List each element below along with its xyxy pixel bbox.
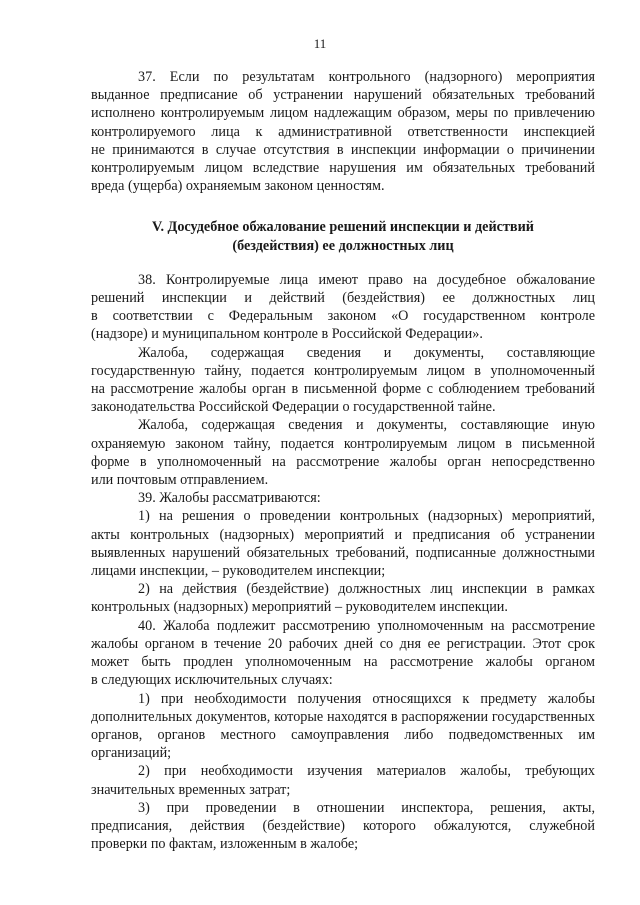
text-line: дополнительных документов, которые находятся в распоряжении государственных xyxy=(91,708,595,725)
text-line: законодательства Российской Федерации о государственной тайне. xyxy=(91,399,496,416)
text-line: государственную тайну, подается контролируемым лицом в уполномоченный xyxy=(91,362,595,379)
paragraph-40 xyxy=(91,617,595,690)
text-line: или почтовым отправлением. xyxy=(91,472,269,489)
text-line: Жалоба, содержащая сведения и документы, составляющие иную xyxy=(138,417,595,434)
text-line: в соответствии с Федеральным законом «О государственном контроле xyxy=(91,308,595,325)
text-line: (надзоре) и муниципальном контроле в Российской Федерации». xyxy=(91,326,483,343)
text-line: форме в уполномоченный на рассмотрение жалобы орган непосредственно xyxy=(91,453,595,470)
text-line: выявленных нарушений обязательных требований, подписанные должностными xyxy=(91,544,595,561)
paragraph-40-item-1 xyxy=(91,690,595,763)
section-heading-line: (бездействия) ее должностных лиц xyxy=(232,237,454,254)
paragraph-38-complaint-other-secret xyxy=(91,416,595,489)
text-line: на рассмотрение жалобы орган в письменной форме с соблюдением требований xyxy=(91,381,595,398)
text-line: предписания, действия (бездействие) которого обжалуются, служебной xyxy=(91,817,595,834)
text-line: в следующих исключительных случаях: xyxy=(91,672,333,689)
text-line: 37. Если по результатам контрольного (надзорного) мероприятия xyxy=(138,69,595,85)
section-heading-line: V. Досудебное обжалование решений инспекции и действий xyxy=(152,219,534,236)
text-line: выданное предписание об устранении нарушений обязательных требований xyxy=(91,87,595,104)
paragraph-38-complaint-state-secret xyxy=(91,344,595,417)
text-line: проверки по фактам, изложенным в жалобе; xyxy=(91,836,359,853)
document-body xyxy=(91,68,595,853)
text-line: 2) на действия (бездействие) должностных лиц инспекции в рамках xyxy=(138,581,595,598)
text-line: 1) на решения о проведении контрольных (надзорных) мероприятий, xyxy=(138,508,595,525)
paragraph-39 xyxy=(91,489,595,507)
paragraph-38 xyxy=(91,271,595,344)
text-line: органов, органов местного самоуправления либо подведомственных им xyxy=(91,726,595,743)
text-line: может быть продлен уполномоченным на рассмотрение жалобы органом xyxy=(91,654,595,671)
paragraph-39-item-2 xyxy=(91,580,595,616)
section-heading xyxy=(91,218,595,254)
paragraph-37 xyxy=(91,68,595,195)
paragraph-40-item-3 xyxy=(91,799,595,854)
text-line: вреда (ущерба) охраняемым законом ценностям. xyxy=(91,178,385,195)
text-line: контролируемого лица к административной ответственности инспекцией xyxy=(91,123,595,140)
text-line: не принимаются в случае отсутствия в инспекции информации о причинении xyxy=(91,141,595,158)
paragraph-39-item-1 xyxy=(91,507,595,580)
paragraph-40-item-2 xyxy=(91,762,595,798)
text-line: 38. Контролируемые лица имеют право на досудебное обжалование xyxy=(138,271,595,288)
text-line: контролируемым лицом вследствие нарушения им обязательных требований xyxy=(91,160,595,177)
text-line: лицами инспекции, – руководителем инспекции; xyxy=(91,563,386,580)
text-line: организаций; xyxy=(91,745,172,762)
text-line: 2) при необходимости изучения материалов жалобы, требующих xyxy=(138,763,595,780)
text-line: 1) при необходимости получения относящихся к предмету жалобы xyxy=(138,690,595,707)
page-number: 11 xyxy=(313,36,327,51)
text-line: жалобы органом в течение 20 рабочих дней со дня ее регистрации. Этот срок xyxy=(91,635,595,652)
text-line: исполнено контролируемым лицом надлежащим образом, меры по привлечению xyxy=(91,105,595,122)
text-line: Жалоба, содержащая сведения и документы, составляющие xyxy=(138,344,595,361)
text-line: решений инспекции и действий (бездействия) ее должностных лиц xyxy=(91,290,595,307)
text-line: контрольных (надзорных) мероприятий – руководителем инспекции. xyxy=(91,599,508,616)
text-line: значительных временных затрат; xyxy=(91,781,291,798)
text-line: охраняемую законом тайну, подается контролируемым лицом в письменной xyxy=(91,435,595,452)
text-line: 39. Жалобы рассматриваются: xyxy=(138,490,321,507)
text-line: 3) при проведении в отношении инспектора, решения, акты, xyxy=(138,799,595,816)
text-line: 40. Жалоба подлежит рассмотрению уполномоченным на рассмотрение xyxy=(138,617,595,634)
text-line: акты контрольных (надзорных) мероприятий и предписания об устранении xyxy=(91,526,595,543)
